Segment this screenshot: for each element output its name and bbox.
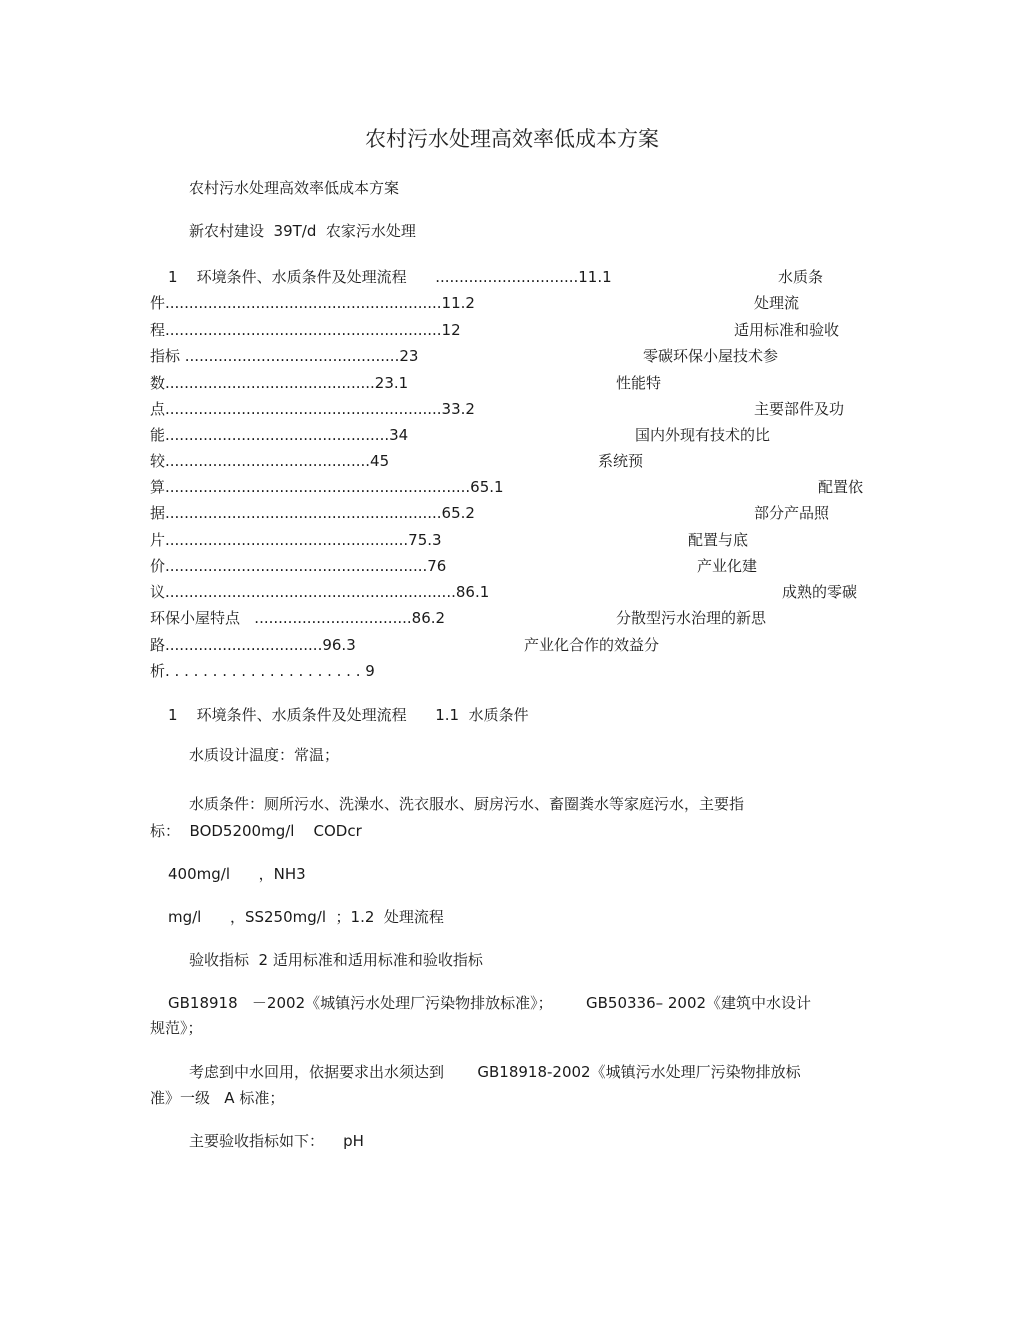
toc-row-left: 析. . . . . . . . . . . . . . . . . . . . . 9 <box>150 662 375 680</box>
paragraph: 400mg/l ，NH3 <box>168 865 306 883</box>
toc-row-left: 1 环境条件、水质条件及处理流程 ..............................11.1 <box>168 268 612 286</box>
toc-row-left: 能...............................................34 <box>150 426 409 444</box>
project-line: 新农村建设 39T/d 农家污水处理 <box>189 222 416 240</box>
paragraph: 水质设计温度：常温； <box>189 746 340 764</box>
toc-row-right: 配置与底 <box>688 531 749 549</box>
toc-row-right: 性能特 <box>616 374 662 392</box>
toc-row-left: 程..........................................................12 <box>150 321 461 339</box>
toc-row-left: 较...........................................45 <box>150 452 390 470</box>
toc-row-left: 据..........................................................65.2 <box>150 504 475 522</box>
toc-row-right: 产业化合作的效益分 <box>524 636 660 654</box>
toc-row-left: 片...................................................75.3 <box>150 531 442 549</box>
toc-row-left: 指标 .............................................23 <box>150 347 419 365</box>
paragraph: 标： BOD5200mg/l CODcr <box>150 822 362 840</box>
paragraph: 水质条件：厕所污水、洗澡水、洗衣服水、厨房污水、畜圈粪水等家庭污水，主要指 <box>189 795 745 813</box>
toc-row-left: 路.................................96.3 <box>150 636 356 654</box>
toc-row-left: 件..........................................................11.2 <box>150 294 475 312</box>
toc-row-right: 适用标准和验收 <box>734 321 840 339</box>
toc-row-left: 价.......................................................76 <box>150 557 447 575</box>
toc-row-right: 处理流 <box>754 294 800 312</box>
toc-row-right: 系统预 <box>598 452 644 470</box>
toc-row-left: 数............................................23.1 <box>150 374 409 392</box>
paragraph: mg/l ，SS250mg/l ；1.2 处理流程 <box>168 908 444 926</box>
toc-row-right: 成熟的零碳 <box>782 583 858 601</box>
toc-row-right: 产业化建 <box>697 557 758 575</box>
toc-row-left: 算................................................................65.1 <box>150 478 504 496</box>
toc-row-right: 部分产品照 <box>754 504 830 522</box>
toc-row-right: 水质条 <box>778 268 824 286</box>
paragraph: GB18918 －2002《城镇污水处理厂污染物排放标准》； GB50336– 2002《建筑中水设计 <box>168 994 812 1012</box>
paragraph: 考虑到中水回用，依据要求出水须达到 GB18918-2002《城镇污水处理厂污染物排放标 <box>189 1063 801 1081</box>
toc-row-right: 零碳环保小屋技术参 <box>643 347 779 365</box>
subtitle: 农村污水处理高效率低成本方案 <box>189 179 400 197</box>
toc-row-right: 主要部件及功 <box>754 400 845 418</box>
paragraph: 验收指标 2 适用标准和适用标准和验收指标 <box>189 951 483 969</box>
toc-row-right: 配置依 <box>818 478 864 496</box>
toc-row-left: 议.............................................................86.1 <box>150 583 490 601</box>
toc-row-left: 点..........................................................33.2 <box>150 400 475 418</box>
paragraph: 主要验收指标如下： pH <box>189 1132 364 1150</box>
toc-row-right: 国内外现有技术的比 <box>635 426 771 444</box>
document-title: 农村污水处理高效率低成本方案 <box>365 127 659 151</box>
section-heading: 1 环境条件、水质条件及处理流程 1.1 水质条件 <box>168 706 529 724</box>
paragraph: 规范》； <box>150 1019 203 1037</box>
toc-row-right: 分散型污水治理的新思 <box>616 609 767 627</box>
toc-row-left: 环保小屋特点 .................................86.2 <box>150 609 446 627</box>
paragraph: 准》一级 A 标准； <box>150 1089 285 1107</box>
